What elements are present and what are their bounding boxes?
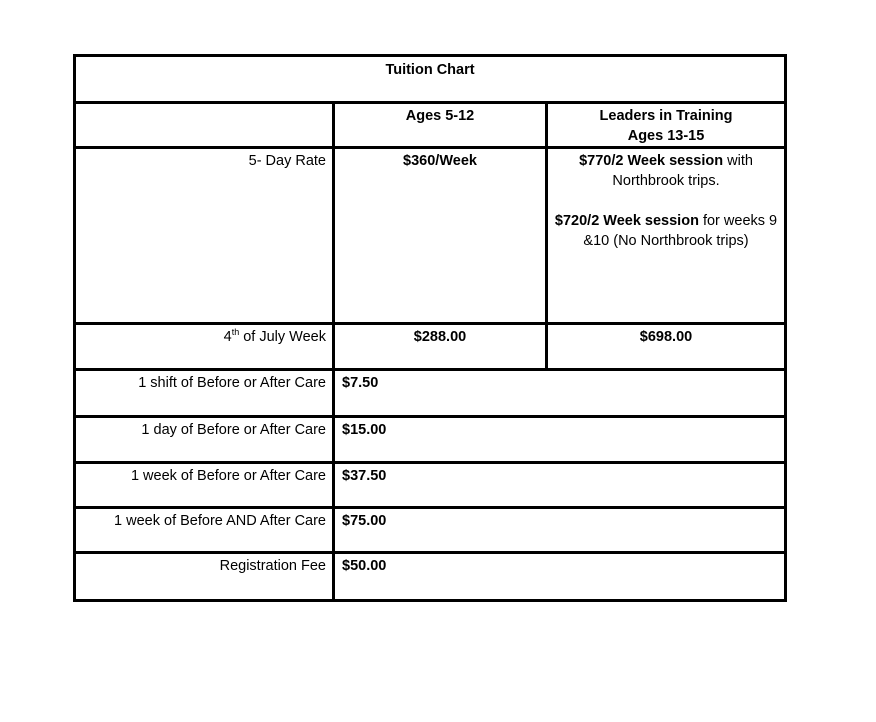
care-row-value: $75.00 [334, 508, 786, 553]
five-day-lit-p2-text: for weeks 9 &10 (No Northbrook trips) [583, 213, 778, 249]
header-lit-line2: Ages 13-15 [627, 128, 705, 144]
care-row-label: 1 week of Before AND After Care [75, 508, 334, 553]
five-day-lit [547, 148, 786, 324]
care-row [75, 508, 786, 553]
header-leaders-in-training [547, 103, 786, 148]
july-fourth-label-sup: th [231, 327, 240, 338]
header-ages-5-12: Ages 5-12 [334, 103, 547, 148]
registration-row [75, 553, 786, 601]
care-row [75, 370, 786, 417]
header-empty-cell [75, 103, 334, 148]
care-row-label: 1 shift of Before or After Care [75, 370, 334, 417]
july-fourth-lit: $698.00 [547, 324, 786, 370]
five-day-row [75, 148, 786, 324]
tuition-table [73, 54, 787, 602]
care-row-value: $7.50 [334, 370, 786, 417]
july-fourth-label-text: of July Week [239, 329, 326, 345]
care-row-label: 1 day of Before or After Care [75, 417, 334, 463]
five-day-lit-p2-bold: $720/2 Week session [554, 213, 699, 229]
five-day-ages-5-12: $360/Week [334, 148, 547, 324]
table-title: Tuition Chart [75, 56, 786, 103]
care-row-value: $37.50 [334, 463, 786, 508]
five-day-lit-paragraph-1 [548, 151, 784, 191]
five-day-lit-p1-text: with Northbrook trips. [612, 153, 753, 189]
care-row [75, 463, 786, 508]
july-fourth-label [75, 324, 334, 370]
care-row-label: 1 week of Before or After Care [75, 463, 334, 508]
title-row [75, 56, 786, 103]
july-fourth-ages-5-12: $288.00 [334, 324, 547, 370]
header-row [75, 103, 786, 148]
five-day-lit-paragraph-2 [548, 211, 784, 251]
july-fourth-row [75, 324, 786, 370]
five-day-lit-p1-bold: $770/2 Week session [579, 153, 724, 169]
care-row-value: $15.00 [334, 417, 786, 463]
july-fourth-label-number: 4 [223, 329, 232, 345]
care-row [75, 417, 786, 463]
header-lit-line1: Leaders in Training [599, 108, 733, 124]
registration-value: $50.00 [334, 553, 786, 601]
registration-label: Registration Fee [75, 553, 334, 601]
five-day-label: 5- Day Rate [75, 148, 334, 324]
